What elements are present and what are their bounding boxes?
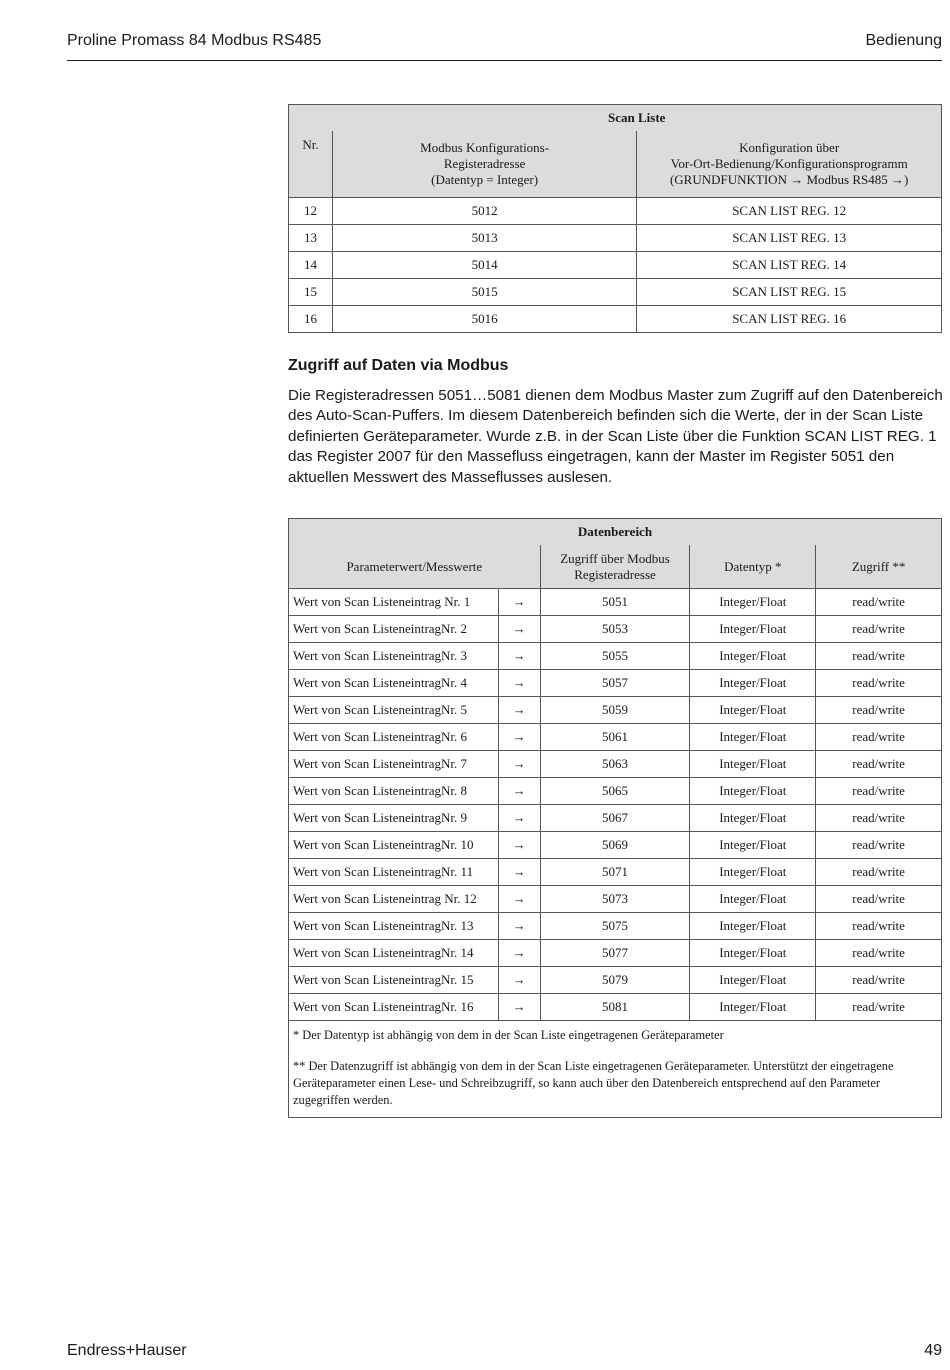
data-cell-type: Integer/Float (690, 751, 816, 778)
data-cell-access: read/write (816, 994, 942, 1021)
arrow-icon: → (498, 778, 540, 805)
data-cell-address: 5051 (540, 589, 690, 616)
scan-table-row (289, 279, 942, 306)
scan-list-table (288, 104, 942, 333)
data-table-title: Datenbereich (289, 519, 942, 546)
data-cell-type: Integer/Float (690, 589, 816, 616)
data-cell-label: Wert von Scan ListeneintragNr. 8 (289, 778, 499, 805)
scan-cell-nr: 14 (289, 252, 333, 279)
data-cell-address: 5073 (540, 886, 690, 913)
data-table-row (289, 832, 942, 859)
arrow-icon: → (498, 886, 540, 913)
data-cell-label: Wert von Scan ListeneintragNr. 9 (289, 805, 499, 832)
scan-table-corner (289, 105, 333, 132)
data-table-row (289, 724, 942, 751)
data-cell-label: Wert von Scan Listeneintrag Nr. 1 (289, 589, 499, 616)
arrow-icon: → (498, 805, 540, 832)
data-cell-label: Wert von Scan ListeneintragNr. 3 (289, 643, 499, 670)
data-cell-type: Integer/Float (690, 724, 816, 751)
scan-col-config (637, 131, 942, 198)
data-cell-type: Integer/Float (690, 778, 816, 805)
data-cell-access: read/write (816, 805, 942, 832)
data-cell-label: Wert von Scan ListeneintragNr. 15 (289, 967, 499, 994)
header-rule (67, 60, 942, 61)
arrow-icon: → (498, 670, 540, 697)
scan-col-address-line3: (Datentyp = Integer) (431, 172, 539, 187)
section-paragraph: Die Registeradressen 5051…5081 dienen dem Modbus Master zum Zugriff auf den Datenbereich des Auto-Scan-Puffers. Im diesem Datenbereich befinden sich die Werte, der in der Scan Liste definierten Geräteparameter. Wurde z.B. in der Scan Liste über die Funktion SCAN LIST REG. 1 das Register 2007 für den Massefluss eingetragen, kann der Master im Register 5051 den aktuellen Messwert des Masseflusses auslesen. (288, 387, 943, 486)
data-cell-access: read/write (816, 751, 942, 778)
arrow-icon: → (498, 832, 540, 859)
arrow-icon: → (498, 724, 540, 751)
arrow-icon: → (498, 859, 540, 886)
footnote-access: ** Der Datenzugriff ist abhängig von dem in der Scan Liste eingetragenen Geräteparameter. Unterstützt der eingetragene Geräteparameter einen Lese- und Schreibzugriff, so kann auch über den Datenbereich entsprechend auf den Parameter zugegriffen werden. (293, 1059, 894, 1107)
data-cell-access: read/write (816, 697, 942, 724)
data-table-row (289, 589, 942, 616)
data-col-address-line1: Zugriff über Modbus (560, 550, 670, 566)
data-cell-type: Integer/Float (690, 913, 816, 940)
data-cell-access: read/write (816, 967, 942, 994)
arrow-icon: → (498, 589, 540, 616)
scan-cell-address: 5016 (332, 306, 636, 333)
data-cell-type: Integer/Float (690, 697, 816, 724)
data-cell-type: Integer/Float (690, 832, 816, 859)
data-cell-type: Integer/Float (690, 859, 816, 886)
footer-page-number: 49 (924, 1342, 942, 1359)
scan-cell-config: SCAN LIST REG. 14 (637, 252, 942, 279)
scan-col-address-line2: Registeradresse (443, 156, 526, 171)
arrow-icon: → (498, 616, 540, 643)
arrow-icon: → (498, 913, 540, 940)
arrow-icon: → (498, 697, 540, 724)
header-section-name: Bedienung (865, 32, 942, 49)
data-cell-label: Wert von Scan ListeneintragNr. 5 (289, 697, 499, 724)
arrow-icon: → (498, 643, 540, 670)
data-cell-label: Wert von Scan Listeneintrag Nr. 12 (289, 886, 499, 913)
data-cell-access: read/write (816, 940, 942, 967)
scan-col-config-line3: (GRUNDFUNKTION → Modbus RS485 →) (669, 172, 909, 187)
scan-cell-nr: 15 (289, 279, 333, 306)
arrow-icon: → (498, 940, 540, 967)
data-cell-access: read/write (816, 616, 942, 643)
data-table-row (289, 778, 942, 805)
data-cell-access: read/write (816, 859, 942, 886)
data-cell-label: Wert von Scan ListeneintragNr. 10 (289, 832, 499, 859)
data-cell-type: Integer/Float (690, 670, 816, 697)
data-table-row (289, 967, 942, 994)
data-table-row (289, 940, 942, 967)
header-document-title: Proline Promass 84 Modbus RS485 (67, 32, 322, 49)
scan-cell-config: SCAN LIST REG. 12 (637, 198, 942, 225)
data-table-notes-row (289, 1021, 942, 1118)
scan-col-address (332, 131, 636, 198)
data-cell-address: 5071 (540, 859, 690, 886)
scan-cell-address: 5015 (332, 279, 636, 306)
data-table-row (289, 913, 942, 940)
scan-table-row (289, 252, 942, 279)
scan-cell-address: 5012 (332, 198, 636, 225)
section-title: Zugriff auf Daten via Modbus (288, 357, 509, 374)
data-cell-address: 5079 (540, 967, 690, 994)
arrow-icon: → (498, 994, 540, 1021)
scan-cell-nr: 12 (289, 198, 333, 225)
data-cell-address: 5055 (540, 643, 690, 670)
data-cell-type: Integer/Float (690, 805, 816, 832)
data-cell-address: 5075 (540, 913, 690, 940)
data-col-access: Zugriff ** (816, 545, 942, 589)
data-table-row (289, 670, 942, 697)
scan-table-row (289, 225, 942, 252)
data-cell-label: Wert von Scan ListeneintragNr. 4 (289, 670, 499, 697)
data-cell-label: Wert von Scan ListeneintragNr. 2 (289, 616, 499, 643)
data-cell-access: read/write (816, 832, 942, 859)
data-table-row (289, 805, 942, 832)
scan-table-title-row (289, 105, 942, 132)
data-table-row (289, 994, 942, 1021)
data-table-row (289, 616, 942, 643)
data-cell-address: 5053 (540, 616, 690, 643)
data-area-table (288, 518, 942, 1118)
scan-table-row (289, 306, 942, 333)
data-cell-address: 5059 (540, 697, 690, 724)
footer-company: Endress+Hauser (67, 1342, 187, 1359)
data-cell-label: Wert von Scan ListeneintragNr. 7 (289, 751, 499, 778)
data-cell-label: Wert von Scan ListeneintragNr. 16 (289, 994, 499, 1021)
data-cell-access: read/write (816, 670, 942, 697)
data-cell-type: Integer/Float (690, 616, 816, 643)
data-cell-label: Wert von Scan ListeneintragNr. 11 (289, 859, 499, 886)
data-cell-label: Wert von Scan ListeneintragNr. 13 (289, 913, 499, 940)
scan-cell-config: SCAN LIST REG. 15 (637, 279, 942, 306)
data-cell-address: 5061 (540, 724, 690, 751)
data-cell-access: read/write (816, 724, 942, 751)
scan-col-nr: Nr. (289, 131, 333, 198)
data-col-address (540, 545, 690, 589)
scan-cell-address: 5014 (332, 252, 636, 279)
data-cell-type: Integer/Float (690, 994, 816, 1021)
data-cell-type: Integer/Float (690, 967, 816, 994)
footnote-datatype: * Der Datentyp ist abhängig von dem in der Scan Liste eingetragenen Geräteparameter (293, 1028, 724, 1042)
data-table-header-row (289, 545, 942, 589)
scan-col-config-line2: Vor-Ort-Bedienung/Konfigurationsprogramm (670, 156, 908, 171)
scan-cell-nr: 13 (289, 225, 333, 252)
data-cell-address: 5067 (540, 805, 690, 832)
data-col-address-line2: Registeradresse (574, 566, 656, 582)
scan-table-header-row (289, 131, 942, 198)
data-cell-type: Integer/Float (690, 940, 816, 967)
data-cell-access: read/write (816, 643, 942, 670)
data-cell-address: 5063 (540, 751, 690, 778)
data-table-row (289, 697, 942, 724)
data-cell-label: Wert von Scan ListeneintragNr. 6 (289, 724, 499, 751)
data-cell-address: 5081 (540, 994, 690, 1021)
data-cell-address: 5069 (540, 832, 690, 859)
scan-cell-address: 5013 (332, 225, 636, 252)
data-cell-type: Integer/Float (690, 643, 816, 670)
data-cell-address: 5057 (540, 670, 690, 697)
data-table-row (289, 643, 942, 670)
data-col-type: Datentyp * (690, 545, 816, 589)
data-table-title-row (289, 519, 942, 546)
scan-col-config-line1: Konfiguration über (739, 140, 840, 155)
data-table-row (289, 859, 942, 886)
scan-table-title: Scan Liste (332, 105, 941, 132)
scan-cell-nr: 16 (289, 306, 333, 333)
data-cell-label: Wert von Scan ListeneintragNr. 14 (289, 940, 499, 967)
scan-table-row (289, 198, 942, 225)
data-cell-access: read/write (816, 589, 942, 616)
scan-cell-config: SCAN LIST REG. 16 (637, 306, 942, 333)
data-col-param: Parameterwert/Messwerte (289, 545, 541, 589)
data-cell-access: read/write (816, 913, 942, 940)
arrow-icon: → (498, 751, 540, 778)
data-table-row (289, 886, 942, 913)
data-cell-type: Integer/Float (690, 886, 816, 913)
scan-col-address-line1: Modbus Konfigurations- (420, 140, 550, 155)
data-table-notes (289, 1021, 942, 1118)
data-cell-access: read/write (816, 886, 942, 913)
arrow-icon: → (498, 967, 540, 994)
data-cell-access: read/write (816, 778, 942, 805)
data-cell-address: 5065 (540, 778, 690, 805)
scan-cell-config: SCAN LIST REG. 13 (637, 225, 942, 252)
data-cell-address: 5077 (540, 940, 690, 967)
data-table-row (289, 751, 942, 778)
